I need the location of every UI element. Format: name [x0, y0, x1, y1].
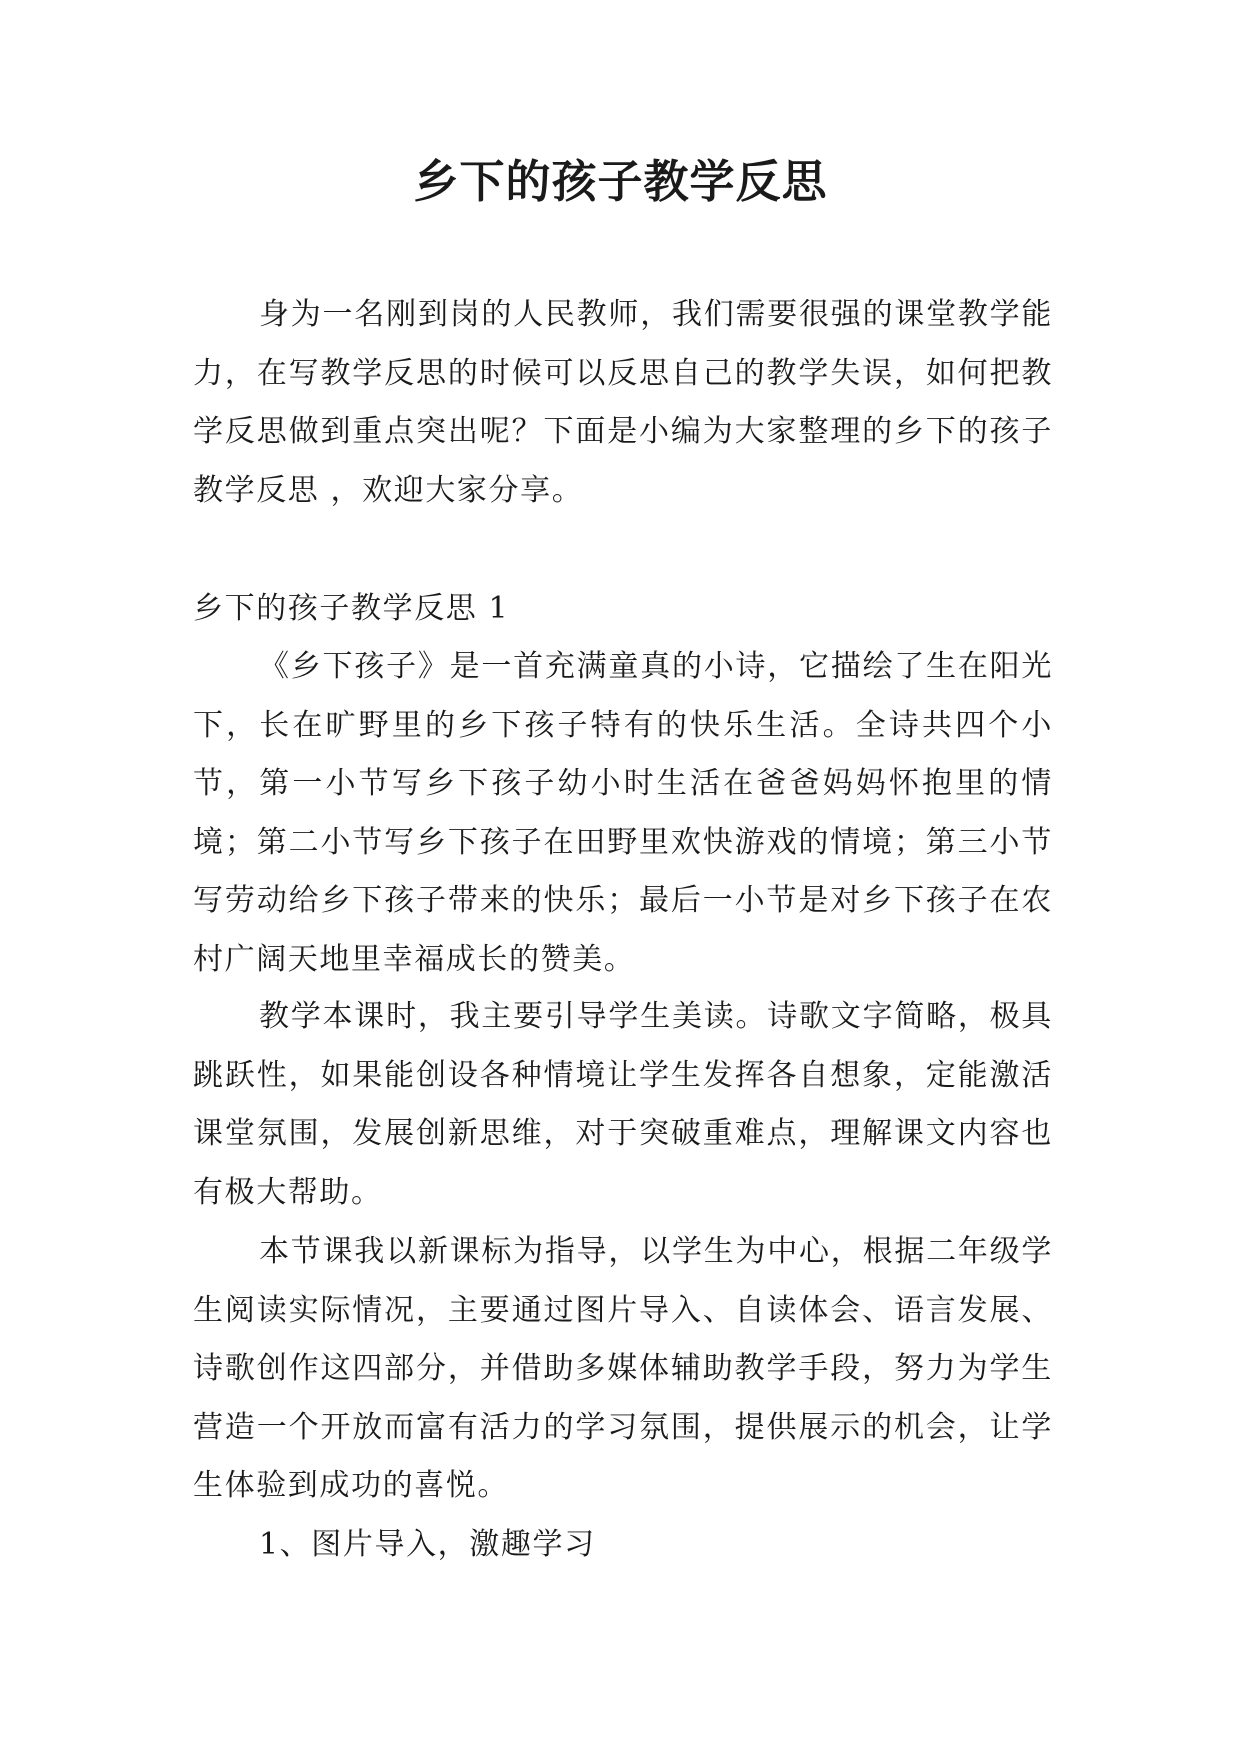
document-title: 乡下的孩子教学反思: [413, 155, 828, 208]
body-paragraph: 教学本课时，我主要引导学生美读。诗歌文字简略，极具跳跃性，如果能创设各种情境让学生发挥各自想象，定能激活课堂氛围，发展创新思维，对于突破重难点，理解课文内容也有极大帮助。: [193, 999, 1053, 1210]
list-item-heading: 1、图片导入，激趣学习: [259, 1527, 596, 1562]
intro-paragraph: 身为一名刚到岗的人民教师，我们需要很强的课堂教学能力，在写教学反思的时候可以反思自己的教学失误，如何把教学反思做到重点突出呢？下面是小编为大家整理的乡下的孩子教学反思 ，欢迎大家分享。: [193, 297, 1053, 508]
section-heading: 乡下的孩子教学反思 1: [193, 591, 510, 626]
body-paragraph: 《乡下孩子》是一首充满童真的小诗，它描绘了生在阳光下，长在旷野里的乡下孩子特有的快乐生活。全诗共四个小节，第一小节写乡下孩子幼小时生活在爸爸妈妈怀抱里的情境；第二小节写乡下孩子在田野里欢快游戏的情境；第三小节写劳动给乡下孩子带来的快乐；最后一小节是对乡下孩子在农村广阔天地里幸福成长的赞美。: [193, 649, 1053, 977]
body-paragraph: 本节课我以新课标为指导，以学生为中心，根据二年级学生阅读实际情况，主要通过图片导入、自读体会、语言发展、诗歌创作这四部分，并借助多媒体辅助教学手段，努力为学生营造一个开放而富有活力的学习氛围，提供展示的机会，让学生体验到成功的喜悦。: [193, 1234, 1053, 1503]
